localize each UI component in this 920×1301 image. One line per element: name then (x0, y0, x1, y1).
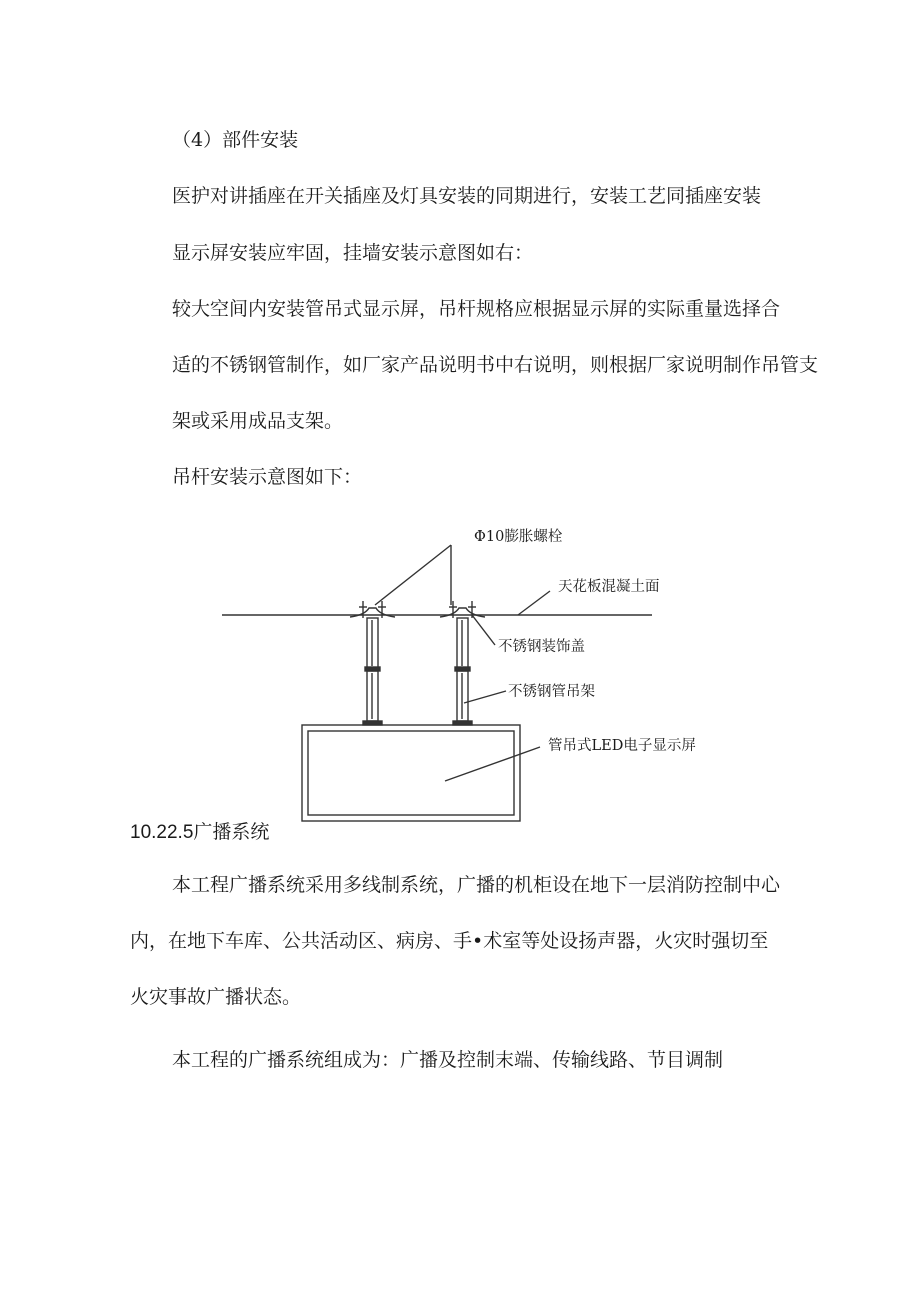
paragraph-wall-mount: 显示屏安装应牢固，挂墙安装示意图如右： (172, 242, 534, 264)
label-led-screen: 管吊式LED电子显示屏 (548, 738, 696, 754)
paragraph-diagram-intro: 吊杆安装示意图如下： (172, 466, 363, 488)
broadcast-composition: 本工程的广播系统组成为：广播及控制末端、传输线路、节目调制 (172, 1049, 724, 1071)
screen-leader (445, 747, 540, 781)
hanging-rod-diagram (210, 515, 696, 825)
right-mount (440, 601, 485, 725)
paragraph-pipe-hanging-line3: 架或采用成品支架。 (172, 410, 344, 432)
ceiling-leader (518, 591, 550, 615)
left-mount (350, 601, 395, 725)
broadcast-heading: 10.22.5广播系统 (130, 822, 270, 843)
label-stainless-pipe-hanger: 不锈钢管吊架 (508, 684, 595, 700)
label-ceiling-concrete: 天花板混凝土面 (558, 579, 660, 595)
paragraph-intercom-socket: 医护对讲插座在开关插座及灯具安装的同期进行，安装工艺同插座安装 (172, 185, 762, 207)
paragraph-pipe-hanging-line2: 适的不锈钢管制作，如厂家产品说明书中右说明，则根据厂家说明制作吊管支 (172, 354, 819, 376)
pipe-leader (464, 691, 506, 703)
broadcast-paragraph-line2: 内，在地下车库、公共活动区、病房、手•术室等处设扬声器，火灾时强切至 (130, 930, 769, 952)
led-screen-outer (302, 725, 520, 821)
broadcast-paragraph-line3: 火灾事故广播状态。 (130, 986, 302, 1008)
label-stainless-cover: 不锈钢装饰盖 (498, 639, 585, 655)
label-expansion-bolt: Φ10膨胀螺栓 (474, 529, 563, 545)
paragraph-pipe-hanging-line1: 较大空间内安装管吊式显示屏，吊杆规格应根据显示屏的实际重量选择合 (172, 298, 781, 320)
bolt-leader-left (375, 545, 451, 605)
broadcast-paragraph-line1: 本工程广播系统采用多线制系统，广播的机柜设在地下一层消防控制中心 (172, 874, 781, 896)
cover-leader (472, 615, 495, 645)
subheading-component-install: （4）部件安装 (172, 129, 299, 151)
led-screen-inner (308, 731, 514, 815)
